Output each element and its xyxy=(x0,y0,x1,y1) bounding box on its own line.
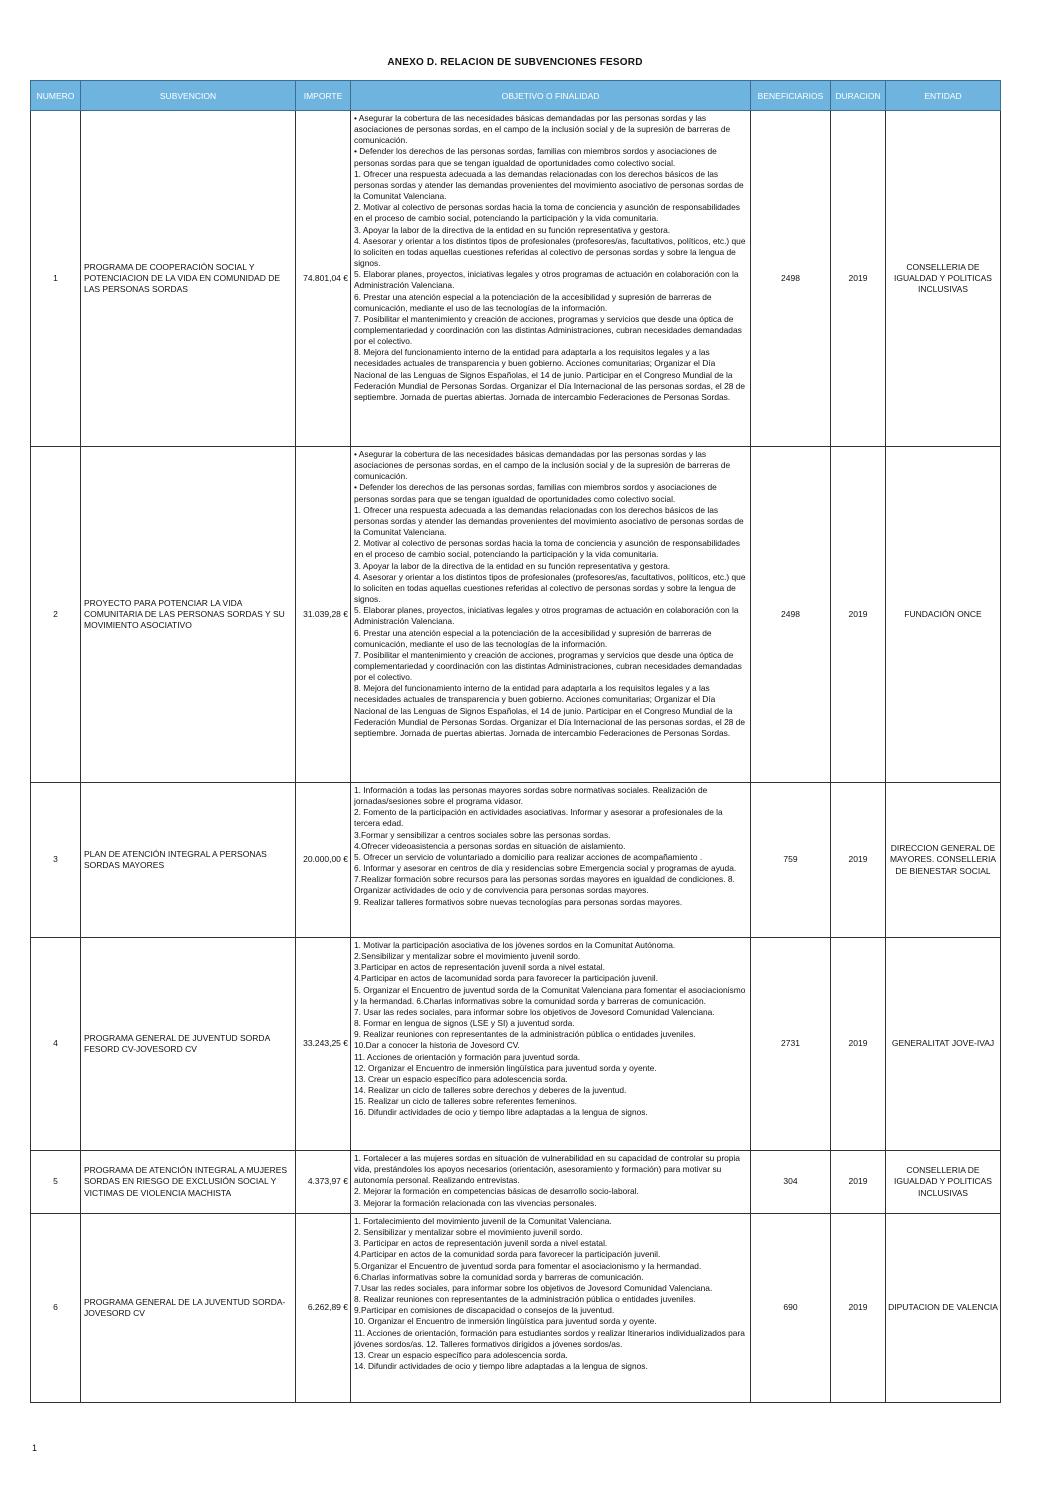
cell-beneficiarios: 759 xyxy=(751,783,831,938)
table-row xyxy=(31,1151,1001,1214)
header-objetivo: OBJETIVO O FINALIDAD xyxy=(351,81,751,111)
cell-beneficiarios: 690 xyxy=(751,1214,831,1403)
cell-subvencion: PROGRAMA DE COOPERACIÓN SOCIAL Y POTENCIACION DE LA VIDA EN COMUNIDAD DE LAS PERSONAS SORDAS xyxy=(81,111,296,447)
cell-entidad: FUNDACIÓN ONCE xyxy=(886,447,1001,783)
cell-objetivo: • Asegurar la cobertura de las necesidades básicas demandadas por las personas sordas y las asociaciones de personas sordas, en el campo de la inclusión social y de la supresión de barreras de comunicación. • Defender los derechos de las personas sordas, familias con miembros sordos y asociaciones de personas sordas para que se tengan igualdad de oportunidades como colectivo social. 1. Ofrecer una respuesta adecuada a las demandas relacionadas con los derechos básicos de las personas sordas y atender las demandas provenientes del movimiento asociativo de personas sordas de la Comunitat Valenciana. 2. Motivar al colectivo de personas sordas hacia la toma de conciencia y asunción de responsabilidades en el proceso de cambio social, potenciando la participación y la vida comunitaria. 3. Apoyar la labor de la directiva de la entidad en su función representativa y gestora. 4. Asesorar y orientar a los distintos tipos de profesionales (profesores/as, facultativos, políticos, etc.) que lo soliciten en todas aquellas cuestiones referidas al colectivo de personas sordas y sobre la lengua de signos. 5. Elaborar planes, proyectos, iniciativas legales y otros programas de actuación en colaboración con la Administración Valenciana. 6. Prestar una atención especial a la potenciación de la accesibilidad y supresión de barreras de comunicación, mediante el uso de las tecnologías de la información. 7. Posibilitar el mantenimiento y creación de acciones, programas y servicios que desde una óptica de complementariedad y coordinación con las distintas Administraciones, cubran necesidades demandadas por el colectivo. 8. Mejora del funcionamiento interno de la entidad para adaptarla a los requisitos legales y a las necesidades actuales de transparencia y buen gobierno. Acciones comunitarias; Organizar el Día Nacional de las Lenguas de Signos Españolas, el 14 de junio. Participar en el Congreso Mundial de la Federación Mundial de Personas Sordas. Organizar el Día Internacional de las personas sordas, el 28 de septiembre. Jornada de puertas abiertas. Jornada de intercambio Federaciones de Personas Sordas. xyxy=(351,447,751,783)
cell-numero: 1 xyxy=(31,111,81,447)
cell-entidad: CONSELLERIA DE IGUALDAD Y POLITICAS INCLUSIVAS xyxy=(886,1151,1001,1214)
header-importe: IMPORTE xyxy=(296,81,351,111)
cell-duracion: 2019 xyxy=(831,1214,886,1403)
cell-subvencion: PROYECTO PARA POTENCIAR LA VIDA COMUNITARIA DE LAS PERSONAS SORDAS Y SU MOVIMIENTO ASOCIATIVO xyxy=(81,447,296,783)
cell-numero: 5 xyxy=(31,1151,81,1214)
cell-beneficiarios: 304 xyxy=(751,1151,831,1214)
cell-subvencion: PROGRAMA GENERAL DE LA JUVENTUD SORDA-JOVESORD CV xyxy=(81,1214,296,1403)
cell-importe: 74.801,04 € xyxy=(296,111,351,447)
header-entidad: ENTIDAD xyxy=(886,81,1001,111)
cell-objetivo: 1. Información a todas las personas mayores sordas sobre normativas sociales. Realización de jornadas/sesiones sobre el programa vidasor. 2. Fomento de la participación en actividades asociativas. Informar y asesorar a profesionales de la tercera edad. 3.Formar y sensibilizar a centros sociales sobre las personas sordas. 4.Ofrecer videoasistencia a personas sordas en situación de aislamiento. 5. Ofrecer un servicio de voluntariado a domicilio para realizar acciones de acompañamiento . 6. Informar y asesorar en centros de día y residencias sobre Emergencia social y programas de ayuda. 7.Realizar formación sobre recursos para las personas sordas mayores en igualdad de condiciones. 8. Organizar actividades de ocio y de convivencia para personas sordas mayores. 9. Realizar talleres formativos sobre nuevas tecnologías para personas sordas mayores. xyxy=(351,783,751,938)
cell-importe: 20.000,00 € xyxy=(296,783,351,938)
cell-duracion: 2019 xyxy=(831,1151,886,1214)
cell-subvencion: PROGRAMA DE ATENCIÓN INTEGRAL A MUJERES SORDAS EN RIESGO DE EXCLUSIÓN SOCIAL Y VICTIMAS DE VIOLENCIA MACHISTA xyxy=(81,1151,296,1214)
cell-entidad: DIPUTACION DE VALENCIA xyxy=(886,1214,1001,1403)
header-beneficiarios: BENEFICIARIOS xyxy=(751,81,831,111)
header-duracion: DURACION xyxy=(831,81,886,111)
cell-duracion: 2019 xyxy=(831,447,886,783)
table-header-row xyxy=(31,81,1001,111)
cell-subvencion: PLAN DE ATENCIÓN INTEGRAL A PERSONAS SORDAS MAYORES xyxy=(81,783,296,938)
cell-importe: 6.262,89 € xyxy=(296,1214,351,1403)
cell-objetivo: 1. Fortalecimiento del movimiento juvenil de la Comunitat Valenciana. 2. Sensibilizar y mentalizar sobre el movimiento juvenil sordo. 3. Participar en actos de representación juvenil sorda a nivel estatal. 4.Participar en actos de la comunidad sorda para favorecer la participación juvenil. 5.Organizar el Encuentro de juventud sorda para fomentar el asociacionismo y la hermandad. 6.Charlas informativas sobre la comunidad sorda y barreras de comunicación. 7.Usar las redes sociales, para informar sobre los objetivos de Jovesord Comunidad Valenciana. 8. Realizar reuniones con representantes de la administración pública o entidades juveniles. 9.Participar en comisiones de discapacidad o consejos de la juventud. 10. Organizar el Encuentro de inmersión lingüística para juventud sorda y oyente. 11. Acciones de orientación, formación para estudiantes sordos y realizar Itinerarios individualizados para jóvenes sordos/as. 12. Talleres formativos dirigidos a jóvenes sordos/as. 13. Crear un espacio específico para adolescencia sorda. 14. Difundir actividades de ocio y tiempo libre adaptadas a la lengua de signos. xyxy=(351,1214,751,1403)
table-row xyxy=(31,1214,1001,1403)
cell-duracion: 2019 xyxy=(831,938,886,1151)
cell-objetivo: 1. Fortalecer a las mujeres sordas en situación de vulnerabilidad en su capacidad de controlar su propia vida, prestándoles los apoyos necesarios (orientación, asesoramiento y formación) para motivar su autonomía personal. Realizando entrevistas. 2. Mejorar la formación en competencias básicas de desarrollo socio-laboral. 3. Mejorar la formación relacionada con las vivencias personales. xyxy=(351,1151,751,1214)
table-row xyxy=(31,447,1001,783)
cell-objetivo: 1. Motivar la participación asociativa de los jóvenes sordos en la Comunitat Autónoma. 2.Sensibilizar y mentalizar sobre el movimiento juvenil sordo. 3.Participar en actos de representación juvenil sorda a nivel estatal. 4.Participar en actos de lacomunidad sorda para favorecer la participación juvenil. 5. Organizar el Encuentro de juventud sorda de la Comunitat Valenciana para fomentar el asociacionismo y la hermandad. 6.Charlas informativas sobre la comunidad sorda y barreras de comunicación. 7. Usar las redes sociales, para informar sobre los objetivos de Jovesord Comunidad Valenciana. 8. Formar en lengua de signos (LSE y SI) a juventud sorda. 9. Realizar reuniones con representantes de la administración pública o entidades juveniles. 10.Dar a conocer la historia de Jovesord CV. 11. Acciones de orientación y formación para juventud sorda. 12. Organizar el Encuentro de inmersión lingüística para juventud sorda y oyente. 13. Crear un espacio específico para adolescencia sorda. 14. Realizar un ciclo de talleres sobre derechos y deberes de la juventud. 15. Realizar un ciclo de talleres sobre referentes femeninos. 16. Difundir actividades de ocio y tiempo libre adaptadas a la lengua de signos. xyxy=(351,938,751,1151)
cell-entidad: CONSELLERIA DE IGUALDAD Y POLITICAS INCLUSIVAS xyxy=(886,111,1001,447)
cell-numero: 4 xyxy=(31,938,81,1151)
cell-duracion: 2019 xyxy=(831,111,886,447)
table-row xyxy=(31,938,1001,1151)
cell-beneficiarios: 2731 xyxy=(751,938,831,1151)
header-subvencion: SUBVENCION xyxy=(81,81,296,111)
header-numero: NUMERO xyxy=(31,81,81,111)
cell-importe: 33.243,25 € xyxy=(296,938,351,1151)
cell-objetivo: • Asegurar la cobertura de las necesidades básicas demandadas por las personas sordas y las asociaciones de personas sordas, en el campo de la inclusión social y de la supresión de barreras de comunicación. • Defender los derechos de las personas sordas, familias con miembros sordos y asociaciones de personas sordas para que se tengan igualdad de oportunidades como colectivo social. 1. Ofrecer una respuesta adecuada a las demandas relacionadas con los derechos básicos de las personas sordas y atender las demandas provenientes del movimiento asociativo de personas sordas de la Comunitat Valenciana. 2. Motivar al colectivo de personas sordas hacia la toma de conciencia y asunción de responsabilidades en el proceso de cambio social, potenciando la participación y la vida comunitaria. 3. Apoyar la labor de la directiva de la entidad en su función representativa y gestora. 4. Asesorar y orientar a los distintos tipos de profesionales (profesores/as, facultativos, políticos, etc.) que lo soliciten en todas aquellas cuestiones referidas al colectivo de personas sordas y sobre la lengua de signos. 5. Elaborar planes, proyectos, iniciativas legales y otros programas de actuación en colaboración con la Administración Valenciana. 6. Prestar una atención especial a la potenciación de la accesibilidad y supresión de barreras de comunicación, mediante el uso de las tecnologías de la información. 7. Posibilitar el mantenimiento y creación de acciones, programas y servicios que desde una óptica de complementariedad y coordinación con las distintas Administraciones, cubran necesidades demandadas por el colectivo. 8. Mejora del funcionamiento interno de la entidad para adaptarla a los requisitos legales y a las necesidades actuales de transparencia y buen gobierno. Acciones comunitarias; Organizar el Día Nacional de las Lenguas de Signos Españolas, el 14 de junio. Participar en el Congreso Mundial de la Federación Mundial de Personas Sordas. Organizar el Día Internacional de las personas sordas, el 28 de septiembre. Jornada de puertas abiertas. Jornada de intercambio Federaciones de Personas Sordas. xyxy=(351,111,751,447)
table-row xyxy=(31,783,1001,938)
subsidies-table xyxy=(30,80,1001,1403)
page-number: 1 xyxy=(32,1443,38,1453)
cell-numero: 3 xyxy=(31,783,81,938)
document-title: ANEXO D. RELACION DE SUBVENCIONES FESORD xyxy=(387,57,643,68)
cell-entidad: GENERALITAT JOVE-IVAJ xyxy=(886,938,1001,1151)
cell-numero: 6 xyxy=(31,1214,81,1403)
cell-importe: 4.373,97 € xyxy=(296,1151,351,1214)
cell-beneficiarios: 2498 xyxy=(751,111,831,447)
cell-subvencion: PROGRAMA GENERAL DE JUVENTUD SORDA FESORD CV-JOVESORD CV xyxy=(81,938,296,1151)
cell-duracion: 2019 xyxy=(831,783,886,938)
cell-numero: 2 xyxy=(31,447,81,783)
cell-beneficiarios: 2498 xyxy=(751,447,831,783)
cell-entidad: DIRECCION GENERAL DE MAYORES. CONSELLERIA DE BIENESTAR SOCIAL xyxy=(886,783,1001,938)
cell-importe: 31.039,28 € xyxy=(296,447,351,783)
table-row xyxy=(31,111,1001,447)
